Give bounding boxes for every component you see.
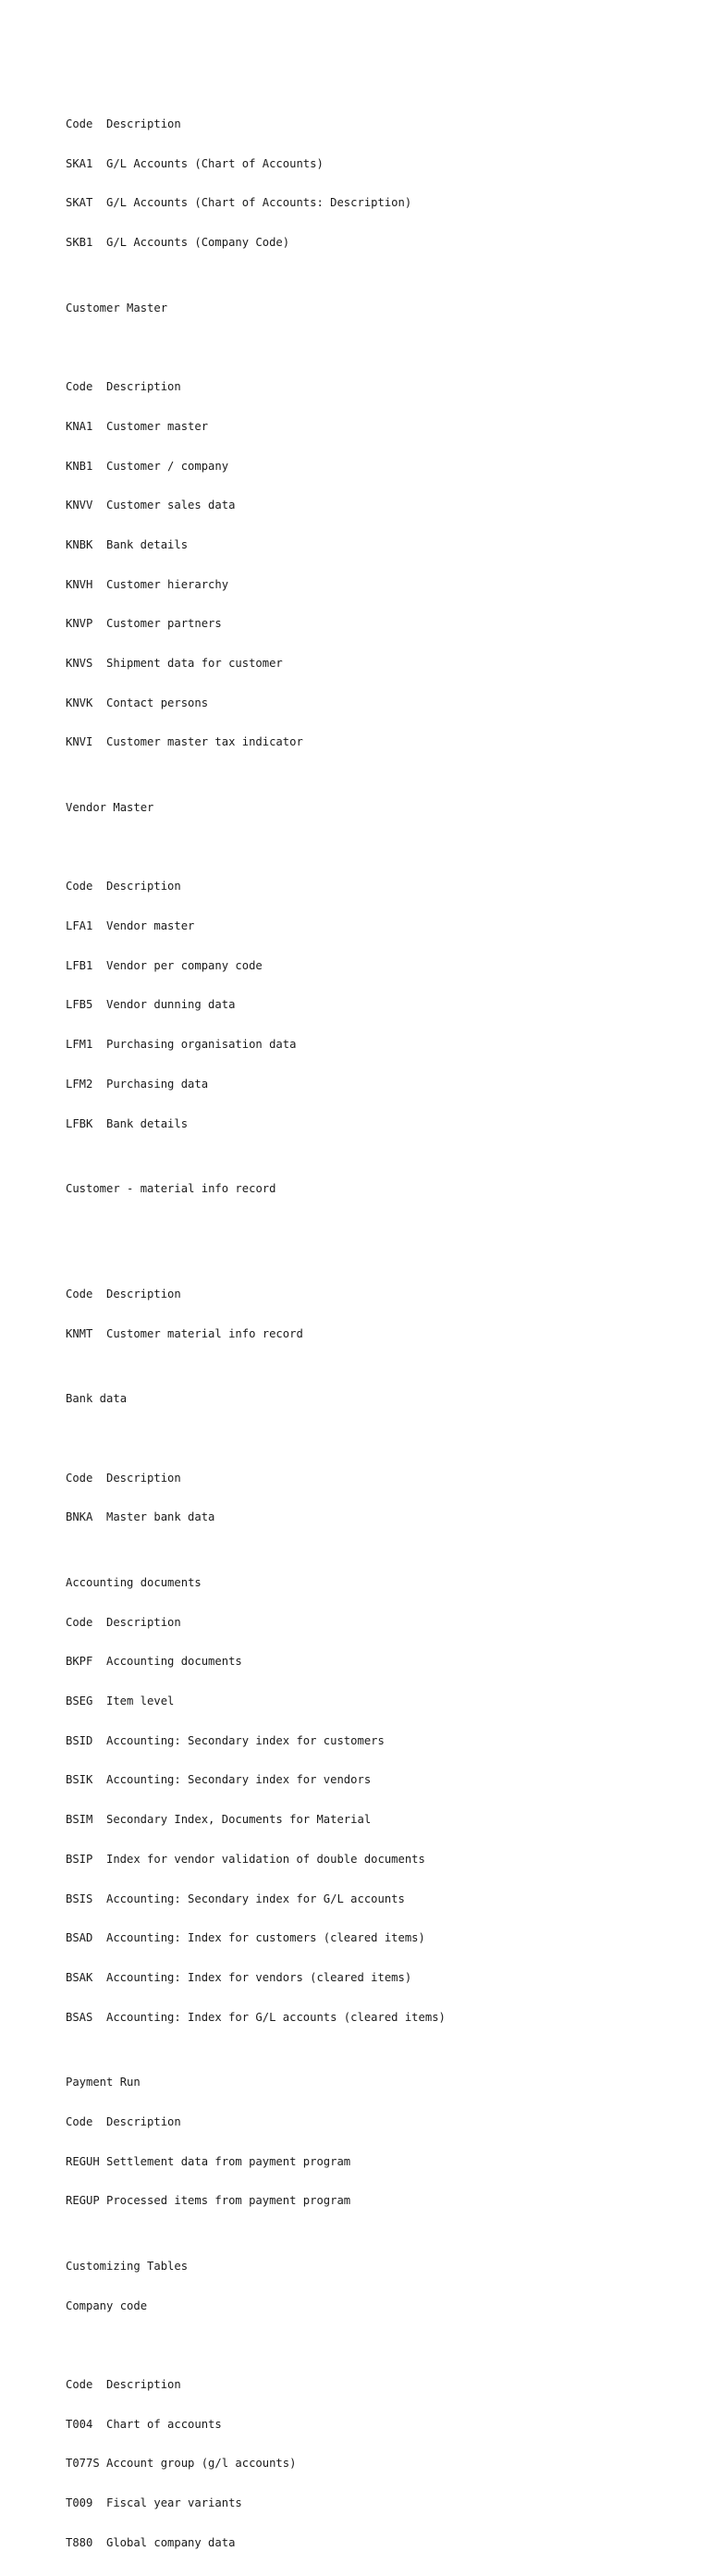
row-code: BSIM: [66, 1813, 93, 1827]
section-title-customer-material-info: Customer - material info record: [66, 1182, 276, 1196]
table-header: [66, 2378, 694, 2392]
table-row: [66, 157, 694, 171]
row-description: Customer material info record: [106, 1326, 303, 1340]
table-row: [66, 998, 694, 1012]
row-code: SKA1: [66, 156, 93, 170]
header-code: Code: [66, 1287, 93, 1300]
table-row: [66, 2155, 694, 2169]
row-description: Fiscal year variants: [106, 2496, 242, 2510]
row-code: LFBK: [66, 1116, 93, 1130]
row-code: BSID: [66, 1733, 93, 1747]
row-code: T009: [66, 2496, 93, 2510]
row-code: LFB5: [66, 998, 93, 1012]
row-code: BSAD: [66, 1931, 93, 1945]
row-description: Bank details: [106, 537, 189, 551]
row-description: Shipment data for customer: [106, 656, 283, 670]
table-row: [66, 1695, 694, 1708]
table-row: [66, 1078, 694, 1091]
table-row: [66, 735, 694, 749]
section-title-vendor-master: Vendor Master: [66, 801, 154, 814]
header-code: Code: [66, 1471, 93, 1485]
header-description: Description: [106, 2378, 181, 2392]
table-row: [66, 2011, 694, 2025]
row-code: REGUH: [66, 2154, 100, 2168]
row-description: G/L Accounts (Chart of Accounts): [106, 156, 324, 170]
row-description: Accounting: Secondary index for vendors: [106, 1773, 372, 1787]
table-header: [66, 380, 694, 394]
header-code: Code: [66, 880, 93, 894]
header-description: Description: [106, 1615, 181, 1629]
table-row: [66, 1813, 694, 1827]
row-description: Accounting: Index for customers (cleared items): [106, 1931, 425, 1945]
table-row: [66, 1734, 694, 1748]
row-code: KNVP: [66, 617, 93, 631]
row-description: Item level: [106, 1695, 175, 1708]
row-code: KNMT: [66, 1326, 93, 1340]
table-row: [66, 617, 694, 631]
header-code: Code: [66, 117, 93, 130]
header-description: Description: [106, 1471, 181, 1485]
row-description: Accounting: Index for vendors (cleared items): [106, 1970, 412, 1984]
table-row: [66, 657, 694, 671]
table-row: [66, 2194, 694, 2208]
table-row: [66, 578, 694, 592]
row-description: Settlement data from payment program: [106, 2154, 351, 2168]
header-description: Description: [106, 880, 181, 894]
table-row: [66, 460, 694, 474]
row-code: SKB1: [66, 236, 93, 250]
row-code: LFB1: [66, 958, 93, 972]
row-code: LFA1: [66, 919, 93, 933]
table-row: [66, 2536, 694, 2550]
row-description: Processed items from payment program: [106, 2194, 351, 2208]
table-row: [66, 696, 694, 710]
row-code: KNA1: [66, 419, 93, 433]
row-description: Purchasing organisation data: [106, 1038, 297, 1052]
table-row: [66, 1931, 694, 1945]
row-description: Customer sales data: [106, 499, 236, 512]
row-code: REGUP: [66, 2194, 100, 2208]
row-code: T004: [66, 2417, 93, 2431]
row-code: BKPF: [66, 1655, 93, 1669]
table-row: [66, 919, 694, 933]
row-description: Index for vendor validation of double documents: [106, 1852, 425, 1866]
row-description: Secondary Index, Documents for Material: [106, 1813, 372, 1827]
row-description: Accounting: Secondary index for G/L accounts: [106, 1892, 405, 1905]
row-description: Contact persons: [106, 696, 209, 709]
header-code: Code: [66, 2114, 93, 2128]
table-header: [66, 1472, 694, 1485]
spacer: [66, 340, 694, 354]
spacer: [66, 841, 694, 855]
row-code: LFM2: [66, 1077, 93, 1091]
section-title-payment-run: Payment Run: [66, 2076, 141, 2089]
table-row: [66, 1038, 694, 1052]
row-description: Chart of accounts: [106, 2417, 222, 2431]
table-row: [66, 1327, 694, 1341]
spacer: [66, 1222, 694, 1262]
row-description: Bank details: [106, 1116, 189, 1130]
section-title-customizing-tables: Customizing Tables: [66, 2260, 189, 2273]
row-description: Customer / company: [106, 459, 229, 473]
row-code: BNKA: [66, 1510, 93, 1524]
header-description: Description: [106, 380, 181, 394]
row-code: KNVK: [66, 696, 93, 709]
row-code: KNVS: [66, 656, 93, 670]
table-header: [66, 1288, 694, 1301]
row-code: KNBK: [66, 537, 93, 551]
header-code: Code: [66, 1615, 93, 1629]
table-row: [66, 538, 694, 552]
header-description: Description: [106, 1287, 181, 1300]
section-title-bank-data: Bank data: [66, 1392, 128, 1406]
row-description: Accounting documents: [106, 1655, 242, 1669]
table-header: [66, 1616, 694, 1630]
table-row: [66, 1971, 694, 1985]
table-row: [66, 1773, 694, 1787]
table-row: [66, 236, 694, 250]
spacer: [66, 2338, 694, 2352]
row-description: Global company data: [106, 2535, 236, 2549]
table-row: [66, 420, 694, 434]
row-code: BSEG: [66, 1695, 93, 1708]
row-code: LFM1: [66, 1038, 93, 1052]
row-code: BSAS: [66, 2010, 93, 2024]
row-code: KNVI: [66, 735, 93, 749]
table-header: [66, 117, 694, 131]
row-description: Customer master tax indicator: [106, 735, 303, 749]
table-row: [66, 499, 694, 512]
row-description: Vendor per company code: [106, 958, 263, 972]
table-row: [66, 959, 694, 973]
table-row: [66, 2457, 694, 2471]
table-row: [66, 1853, 694, 1867]
table-row: [66, 1117, 694, 1131]
row-description: Accounting: Index for G/L accounts (cleared items): [106, 2010, 446, 2024]
row-code: BSIK: [66, 1773, 93, 1787]
row-code: SKAT: [66, 196, 93, 210]
row-description: Accounting: Secondary index for customers: [106, 1733, 385, 1747]
section-subtitle-company-code: Company code: [66, 2299, 148, 2312]
header-code: Code: [66, 380, 93, 394]
table-header: [66, 880, 694, 894]
table-row: [66, 1655, 694, 1669]
row-code: KNVH: [66, 577, 93, 591]
row-code: BSIP: [66, 1852, 93, 1866]
table-header: [66, 2115, 694, 2129]
row-code: BSIS: [66, 1892, 93, 1905]
row-description: Customer master: [106, 419, 209, 433]
row-description: Customer partners: [106, 617, 222, 631]
row-code: KNB1: [66, 459, 93, 473]
row-description: Master bank data: [106, 1510, 215, 1524]
header-code: Code: [66, 2378, 93, 2392]
row-description: Purchasing data: [106, 1077, 209, 1091]
section-title-accounting-documents: Accounting documents: [66, 1576, 202, 1589]
table-row: [66, 1510, 694, 1524]
spacer: [66, 1432, 694, 1446]
row-code: T880: [66, 2535, 93, 2549]
row-code: BSAK: [66, 1970, 93, 1984]
row-description: Vendor dunning data: [106, 998, 236, 1012]
table-row: [66, 196, 694, 210]
row-description: Vendor master: [106, 919, 195, 933]
row-description: G/L Accounts (Chart of Accounts: Description): [106, 196, 412, 210]
row-code: KNVV: [66, 499, 93, 512]
section-title-customer-master: Customer Master: [66, 301, 168, 314]
table-row: [66, 2418, 694, 2432]
row-description: Account group (g/l accounts): [106, 2457, 297, 2471]
table-row: [66, 2496, 694, 2510]
row-code: T077S: [66, 2457, 100, 2471]
row-description: G/L Accounts (Company Code): [106, 236, 290, 250]
document-page: [66, 66, 694, 2576]
row-description: Customer hierarchy: [106, 577, 229, 591]
table-row: [66, 1892, 694, 1906]
header-description: Description: [106, 117, 181, 130]
header-description: Description: [106, 2114, 181, 2128]
